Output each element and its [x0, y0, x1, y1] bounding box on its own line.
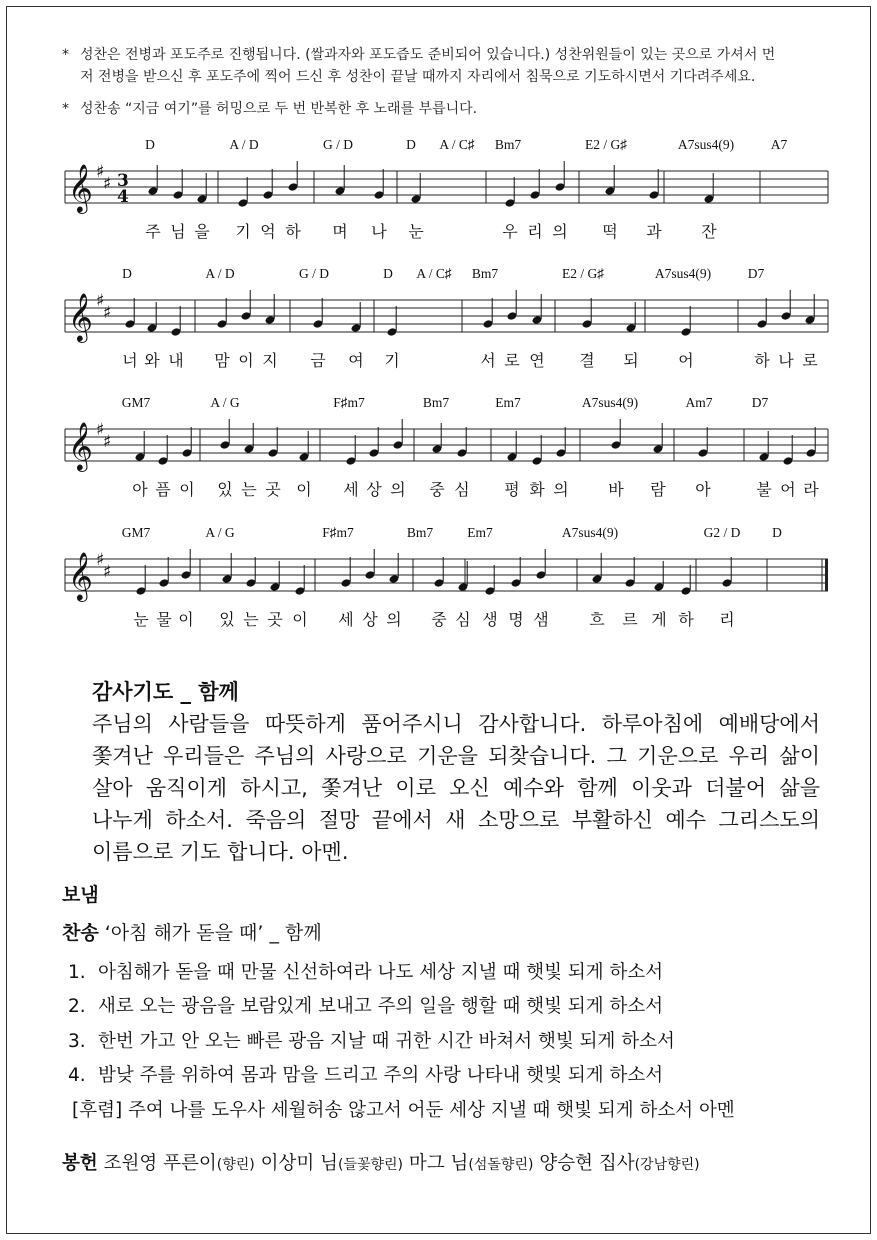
lyric-syllable: 님: [170, 222, 186, 241]
chord-symbol: GM7: [121, 525, 151, 540]
time-signature-bottom: 4: [117, 187, 129, 207]
refrain: [후렴] 주여 나를 도우사 세월허송 않고서 어둔 세상 지낼 때 햇빛 되게 하소서 아멘: [72, 1100, 735, 1121]
offering-person-2: 이상미 님(들꽃향린): [260, 1153, 404, 1174]
lyric-syllable: 과: [646, 222, 662, 241]
verse-4: 4. 밤낮 주를 위하여 몸과 맘을 드리고 주의 사랑 나타내 햇빛 되게 하소서: [68, 1065, 664, 1086]
chord-symbol: A7sus4(9): [561, 525, 619, 540]
lyric-syllable: 는: [243, 610, 259, 629]
lyric-syllable: 상: [362, 610, 378, 629]
chord-symbol: Em7: [495, 395, 521, 410]
lyric-syllable: 명: [508, 610, 524, 629]
lyric-syllable: 하: [678, 610, 694, 629]
chord-symbol: D: [406, 137, 416, 152]
lyric-syllable: 샘: [533, 610, 549, 629]
chord-symbol: Bm7: [406, 525, 434, 540]
treble-clef-icon: 𝄞: [68, 292, 93, 341]
lyric-syllable: 라: [803, 480, 819, 499]
lyric-syllable: 너: [122, 351, 138, 370]
chord-symbol: D: [122, 266, 132, 281]
verse-3: 3. 한번 가고 안 오는 빠른 광음 지날 때 귀한 시간 바쳐서 햇빛 되게 하소서: [68, 1031, 675, 1052]
chord-symbol: Bm7: [471, 266, 499, 281]
lyric-syllable: 불: [756, 480, 772, 499]
note-1: * 성찬은 전병과 포도주로 진행됩니다. (쌀과자와 포도즙도 준비되어 있습니다.) 성찬위원들이 있는 곳으로 가셔서 먼 저 전병을 받으신 후 포도주에 찍어 드신 후 성찬이 끝날 때까지 자리에서 침묵으로 기도하시면서 기다려주세요.: [80, 44, 775, 88]
chord-symbol: A7: [770, 137, 788, 152]
treble-clef-icon: 𝄞: [68, 163, 93, 212]
lyric-syllable: 연: [529, 351, 545, 370]
lyric-syllable: 우: [502, 222, 518, 241]
lyric-syllable: 세: [343, 480, 359, 499]
note-1-line-1: 성찬은 전병과 포도주로 진행됩니다. (쌀과자와 포도즙도 준비되어 있습니다.) 성찬위원들이 있는 곳으로 가셔서 먼: [80, 47, 776, 63]
sending-title: 보냄: [62, 884, 99, 906]
lyric-syllable: 는: [241, 480, 257, 499]
chord-symbol: A / D: [229, 137, 259, 152]
lyric-syllable: 하: [754, 351, 770, 370]
lyric-syllable: 로: [802, 351, 818, 370]
chord-symbol: Em7: [467, 525, 493, 540]
sharp-icon: ♯: [96, 291, 105, 311]
chord-symbol: A7sus4(9): [581, 395, 639, 410]
hymn-heading: [62, 918, 322, 945]
lyric-syllable: 맘: [214, 351, 230, 370]
offering-label: 봉헌: [62, 1153, 98, 1174]
lyric-syllable: 내: [168, 351, 184, 370]
lyric-syllable: 나: [778, 351, 794, 370]
hymn-title: ‘아침 해가 돋을 때’ _ 함께: [104, 922, 322, 944]
lyric-syllable: 이: [179, 480, 195, 499]
lyric-syllable: 어: [780, 480, 796, 499]
lyric-syllable: 리: [527, 222, 543, 241]
prayer-title: 감사기도 _ 함께: [92, 680, 239, 704]
lyric-syllable: 며: [332, 222, 348, 241]
chord-symbol: E2 / G♯: [562, 266, 604, 281]
chord-symbol: A / C♯: [439, 137, 475, 152]
lyric-syllable: 금: [310, 351, 326, 370]
lyric-syllable: 되: [623, 351, 639, 370]
offering-person-1: 조원영 푸른이(향린): [103, 1153, 255, 1174]
note-2-line-1: 성찬송 “지금 여기”를 허밍으로 두 번 반복한 후 노래를 부릅니다.: [80, 101, 478, 117]
treble-clef-icon: 𝄞: [68, 421, 93, 470]
chord-symbol: D7: [747, 266, 765, 281]
lyric-syllable: 픔: [155, 480, 171, 499]
lyric-syllable: 떡: [602, 222, 618, 241]
lyric-syllable: 세: [338, 610, 354, 629]
lyric-syllable: 나: [371, 222, 387, 241]
sharp-icon: ♯: [96, 420, 105, 440]
chord-symbol: GM7: [121, 395, 151, 410]
lyric-syllable: 람: [650, 480, 666, 499]
sharp-icon: ♯: [103, 562, 112, 582]
chord-symbol: A / D: [205, 266, 235, 281]
lyric-syllable: 서: [480, 351, 496, 370]
chord-symbol: A / G: [210, 395, 240, 410]
lyric-syllable: 게: [651, 610, 667, 629]
lyric-syllable: 있: [217, 480, 233, 499]
lyric-syllable: 기: [384, 351, 400, 370]
time-signature-top: 3: [117, 171, 129, 191]
lyric-syllable: 와: [144, 351, 160, 370]
chord-symbol: D: [383, 266, 393, 281]
lyric-syllable: 하: [285, 222, 301, 241]
lyric-syllable: 이: [296, 480, 312, 499]
lyric-syllable: 아: [695, 480, 711, 499]
chord-symbol: A / C♯: [416, 266, 452, 281]
lyric-syllable: 심: [454, 480, 470, 499]
chord-symbol: F♯m7: [333, 395, 365, 410]
lyric-syllable: 억: [260, 222, 276, 241]
lyric-syllable: 의: [553, 480, 569, 499]
note-1-line-2: 저 전병을 받으신 후 포도주에 찍어 드신 후 성찬이 끝날 때까지 자리에서 침묵으로 기도하시면서 기다려주세요.: [80, 69, 756, 85]
lyric-syllable: 이: [292, 610, 308, 629]
lyric-syllable: 여: [348, 351, 364, 370]
lyric-syllable: 물: [156, 610, 172, 629]
sharp-icon: ♯: [103, 432, 112, 452]
chord-symbol: Am7: [685, 395, 713, 410]
lyric-syllable: 눈: [133, 610, 149, 629]
lyric-syllable: 있: [219, 610, 235, 629]
lyric-syllable: 을: [194, 222, 210, 241]
chord-symbol: D: [772, 525, 782, 540]
chord-symbol: G / D: [323, 137, 353, 152]
lyric-syllable: 르: [622, 610, 638, 629]
lyric-syllable: 로: [504, 351, 520, 370]
lyric-syllable: 주: [145, 222, 161, 241]
chord-symbol: Bm7: [422, 395, 450, 410]
chord-symbol: A / G: [205, 525, 235, 540]
offering-person-4: 양승현 집사(강남향린): [539, 1153, 700, 1174]
chord-symbol: Bm7: [494, 137, 522, 152]
lyric-syllable: 어: [678, 351, 694, 370]
lyric-syllable: 잔: [701, 222, 717, 241]
lyric-syllable: 중: [429, 480, 445, 499]
lyric-syllable: 심: [455, 610, 471, 629]
lyric-syllable: 이: [238, 351, 254, 370]
lyric-syllable: 바: [608, 480, 624, 499]
lyric-syllable: 평: [504, 480, 520, 499]
lyric-syllable: 상: [366, 480, 382, 499]
offering-line: [62, 1149, 700, 1175]
sharp-icon: ♯: [96, 550, 105, 570]
lyric-syllable: 눈: [408, 222, 424, 241]
lyric-syllable: 이: [178, 610, 194, 629]
sharp-icon: ♯: [103, 303, 112, 323]
hymn-label: 찬송: [62, 922, 99, 944]
verse-2: 2. 새로 오는 광음을 보람있게 보내고 주의 일을 행할 때 햇빛 되게 하소서: [68, 996, 664, 1017]
lyric-syllable: 지: [262, 351, 278, 370]
chord-symbol: G2 / D: [703, 525, 741, 540]
chord-symbol: F♯m7: [322, 525, 354, 540]
lyric-syllable: 흐: [589, 610, 605, 629]
sharp-icon: ♯: [96, 162, 105, 182]
lyric-syllable: 결: [579, 351, 595, 370]
chord-symbol: D: [145, 137, 155, 152]
lyric-syllable: 곳: [265, 480, 281, 499]
lyric-syllable: 기: [235, 222, 251, 241]
sharp-icon: ♯: [103, 174, 112, 194]
prayer-body: 주님의 사람들을 따뜻하게 품어주시니 감사합니다. 하루아침에 예배당에서 쫓겨난 우리들은 주님의 사랑으로 기운을 되찾습니다. 그 기운으로 우리 삶이 살아 움직이게 하시고, 쫓겨난 이로 오신 예수와 함께 이웃과 더불어 삶을 나누게 하소서. 죽음의 절망 끝에서 새 소망으로 부활하신 예수 그리스도의 이름으로 기도 합니다. 아멘.: [92, 712, 820, 864]
lyric-syllable: 의: [552, 222, 568, 241]
chord-symbol: A7sus4(9): [654, 266, 712, 281]
chord-symbol: A7sus4(9): [677, 137, 735, 152]
note-2: * 성찬송 “지금 여기”를 허밍으로 두 번 반복한 후 노래를 부릅니다.: [80, 98, 477, 120]
chord-symbol: D7: [751, 395, 769, 410]
lyric-syllable: 의: [386, 610, 402, 629]
chord-symbol: E2 / G♯: [585, 137, 627, 152]
chord-symbol: G / D: [299, 266, 329, 281]
lyric-syllable: 의: [390, 480, 406, 499]
lyric-syllable: 생: [482, 610, 498, 629]
verse-1: 1. 아침해가 돋을 때 만물 신선하여라 나도 세상 지낼 때 햇빛 되게 하소서: [68, 962, 664, 983]
lyric-syllable: 아: [132, 480, 148, 499]
lyric-syllable: 중: [431, 610, 447, 629]
lyric-syllable: 곳: [267, 610, 283, 629]
lyric-syllable: 리: [719, 610, 735, 629]
offering-person-3: 마그 님(섬돌향린): [408, 1153, 534, 1174]
treble-clef-icon: 𝄞: [68, 551, 93, 600]
lyric-syllable: 화: [529, 480, 545, 499]
final-barline-thick: [825, 559, 828, 591]
